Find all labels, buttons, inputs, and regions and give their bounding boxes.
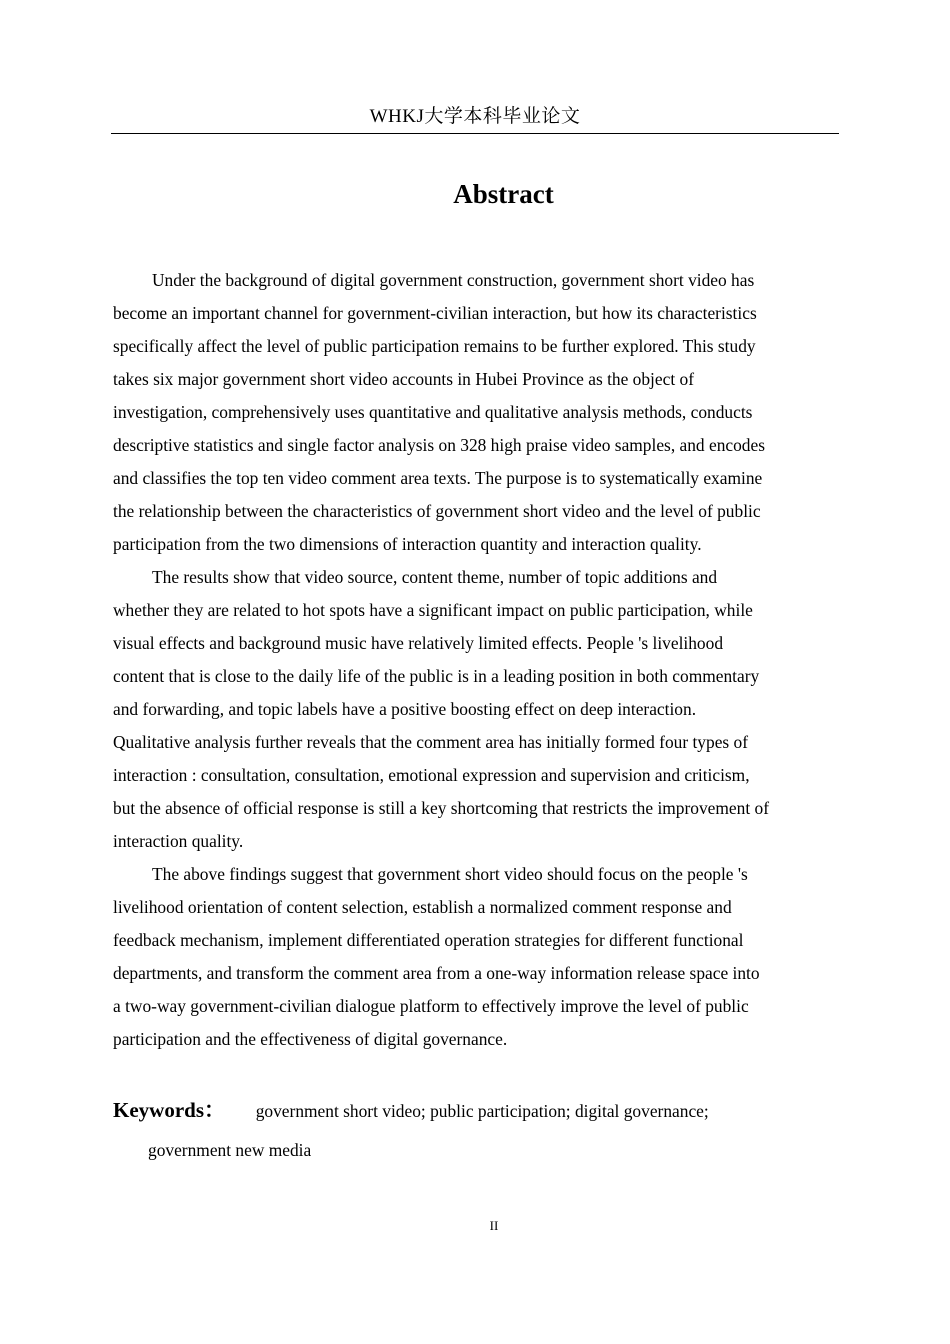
text-line: The above findings suggest that government short video should focus on the people 's <box>152 864 748 884</box>
text-line: a two-way government-civilian dialogue platform to effectively improve the level of public <box>113 996 749 1016</box>
text-line: Under the background of digital government construction, government short video has <box>152 270 755 290</box>
text-line: participation from the two dimensions of interaction quantity and interaction quality. <box>113 534 702 554</box>
page-number: II <box>489 1218 499 1233</box>
text-line: interaction quality. <box>113 831 244 851</box>
keywords-list: government short video; public participation; digital governance; <box>255 1101 709 1121</box>
text-line: specifically affect the level of public participation remains to be further explored. This study <box>113 336 756 356</box>
keywords-continuation: government new media <box>148 1140 312 1160</box>
abstract-paragraph-2 <box>113 561 839 858</box>
text-line: departments, and transform the comment area from a one-way information release space into <box>113 963 760 983</box>
text-line: visual effects and background music have relatively limited effects. People 's livelihood <box>113 633 724 653</box>
abstract-paragraph-1 <box>113 264 839 561</box>
abstract-paragraph-3 <box>113 858 839 1056</box>
text-line: Qualitative analysis further reveals that the comment area has initially formed four types of <box>113 732 749 752</box>
text-line: takes six major government short video accounts in Hubei Province as the object of <box>113 369 694 389</box>
abstract-heading: Abstract <box>453 179 554 209</box>
text-line: interaction : consultation, consultation, emotional expression and supervision and criticism, <box>113 765 750 785</box>
keywords-section <box>113 1093 839 1160</box>
text-line: become an important channel for government-civilian interaction, but how its characteristics <box>113 303 757 323</box>
text-line: and forwarding, and topic labels have a positive boosting effect on deep interaction. <box>113 699 697 719</box>
text-line: investigation, comprehensively uses quantitative and qualitative analysis methods, conducts <box>113 402 753 422</box>
text-line: whether they are related to hot spots have a significant impact on public participation, while <box>113 600 753 620</box>
keywords-row <box>113 1093 839 1128</box>
text-line: but the absence of official response is still a key shortcoming that restricts the improvement of <box>113 798 770 818</box>
thesis-header-title: WHKJ大学本科毕业论文 <box>369 106 581 127</box>
text-line: participation and the effectiveness of digital governance. <box>113 1029 508 1049</box>
text-line: descriptive statistics and single factor analysis on 328 high praise video samples, and encodes <box>113 435 765 455</box>
text-line: and classifies the top ten video comment area texts. The purpose is to systematically examine <box>113 468 763 488</box>
header-divider <box>111 133 839 134</box>
text-line: the relationship between the characteristics of government short video and the level of public <box>113 501 761 521</box>
text-line: content that is close to the daily life of the public is in a leading position in both commentary <box>113 666 760 686</box>
text-line: livelihood orientation of content selection, establish a normalized comment response and <box>113 897 732 917</box>
text-line: The results show that video source, content theme, number of topic additions and <box>152 567 718 587</box>
abstract-body <box>113 264 839 1056</box>
text-line: feedback mechanism, implement differentiated operation strategies for different functional <box>113 930 744 950</box>
keywords-label: Keywords： <box>113 1098 225 1122</box>
